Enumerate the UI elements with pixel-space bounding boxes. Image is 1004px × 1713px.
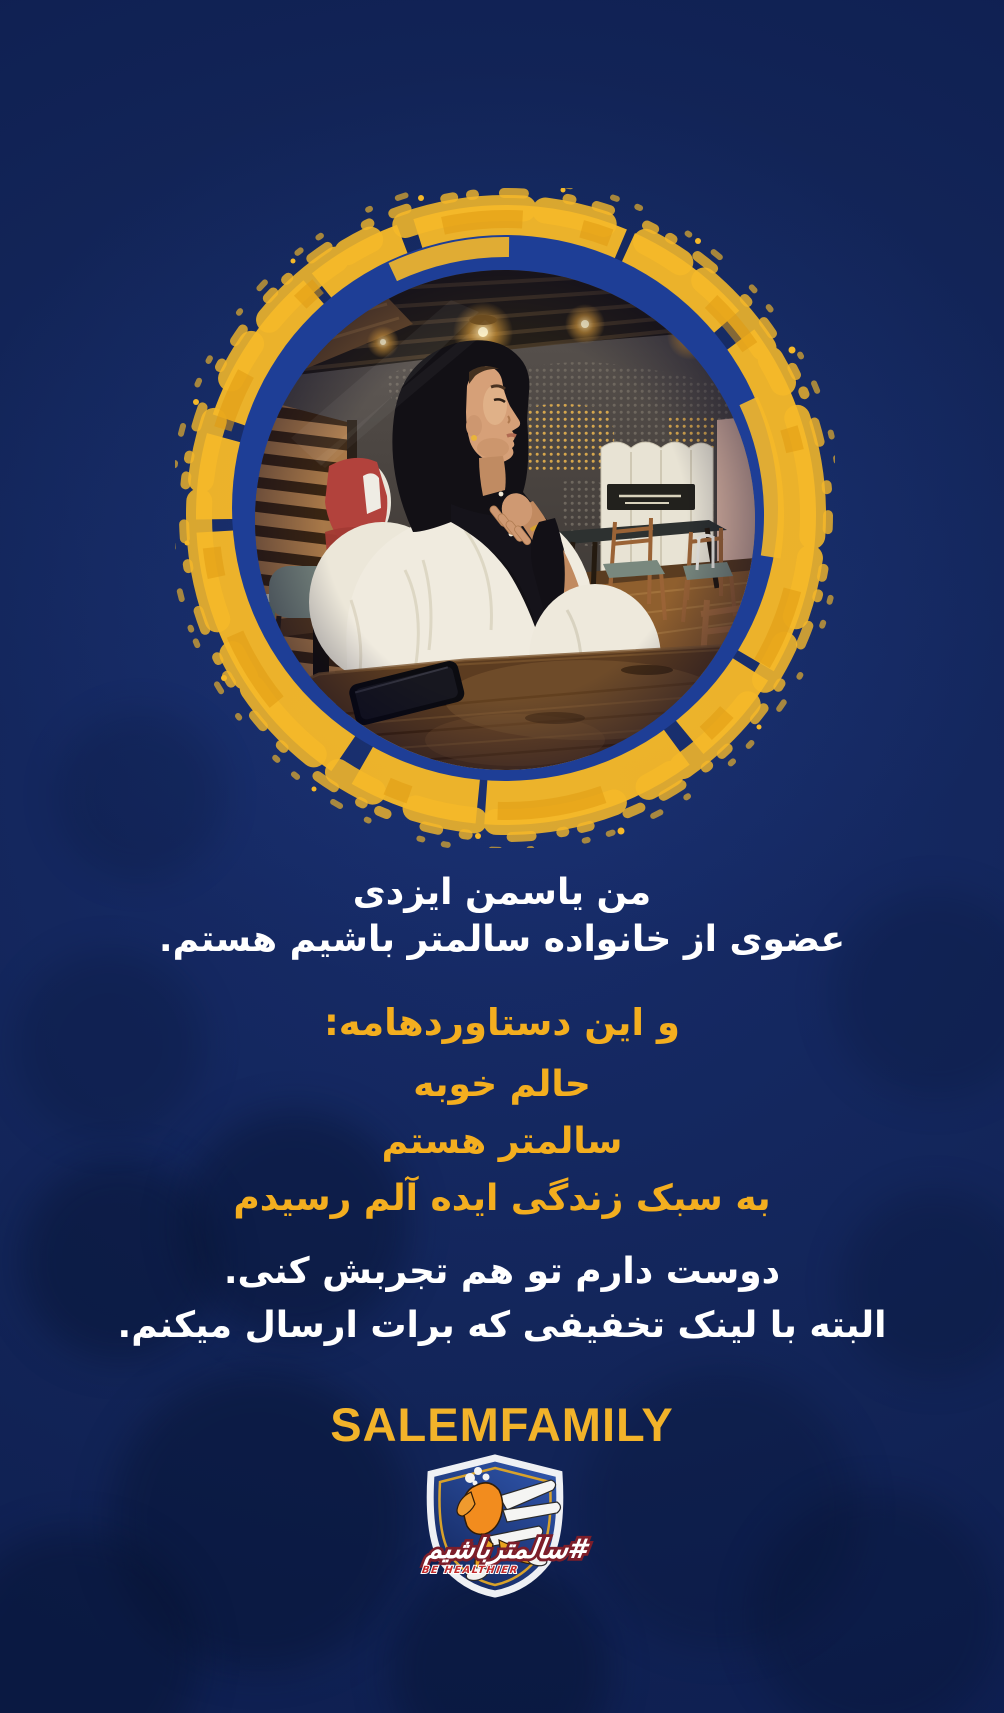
brand-shield xyxy=(387,1452,617,1604)
invite-line-2: البته با لینک تخفیفی که برات ارسال میکنم. xyxy=(117,1305,887,1346)
brand-tagline: BE HEALTHIER xyxy=(421,1565,520,1576)
member-photo-frame xyxy=(175,188,835,848)
promo-code: SALEMFAMILY xyxy=(330,1398,674,1451)
achievements-heading: و این دستاوردهامه: xyxy=(324,1001,680,1044)
invite-line-1: دوست دارم تو هم تجربش کنی. xyxy=(223,1251,781,1292)
brand-hashtag: #سالمترباشیم xyxy=(423,1534,589,1565)
intro-line-2: عضوی از خانواده سالمتر باشیم هستم. xyxy=(158,919,846,960)
member-photo-art xyxy=(175,188,835,848)
intro-line-1: من یاسمن ایزدی xyxy=(352,872,652,913)
achievement-item: حالم خوبه xyxy=(413,1064,591,1105)
member-photo xyxy=(253,268,757,772)
brand-logo xyxy=(387,1452,617,1604)
achievement-item: به سبک زندگی ایده آلم رسیدم xyxy=(233,1178,771,1219)
achievement-item: سالمتر هستم xyxy=(381,1121,623,1162)
